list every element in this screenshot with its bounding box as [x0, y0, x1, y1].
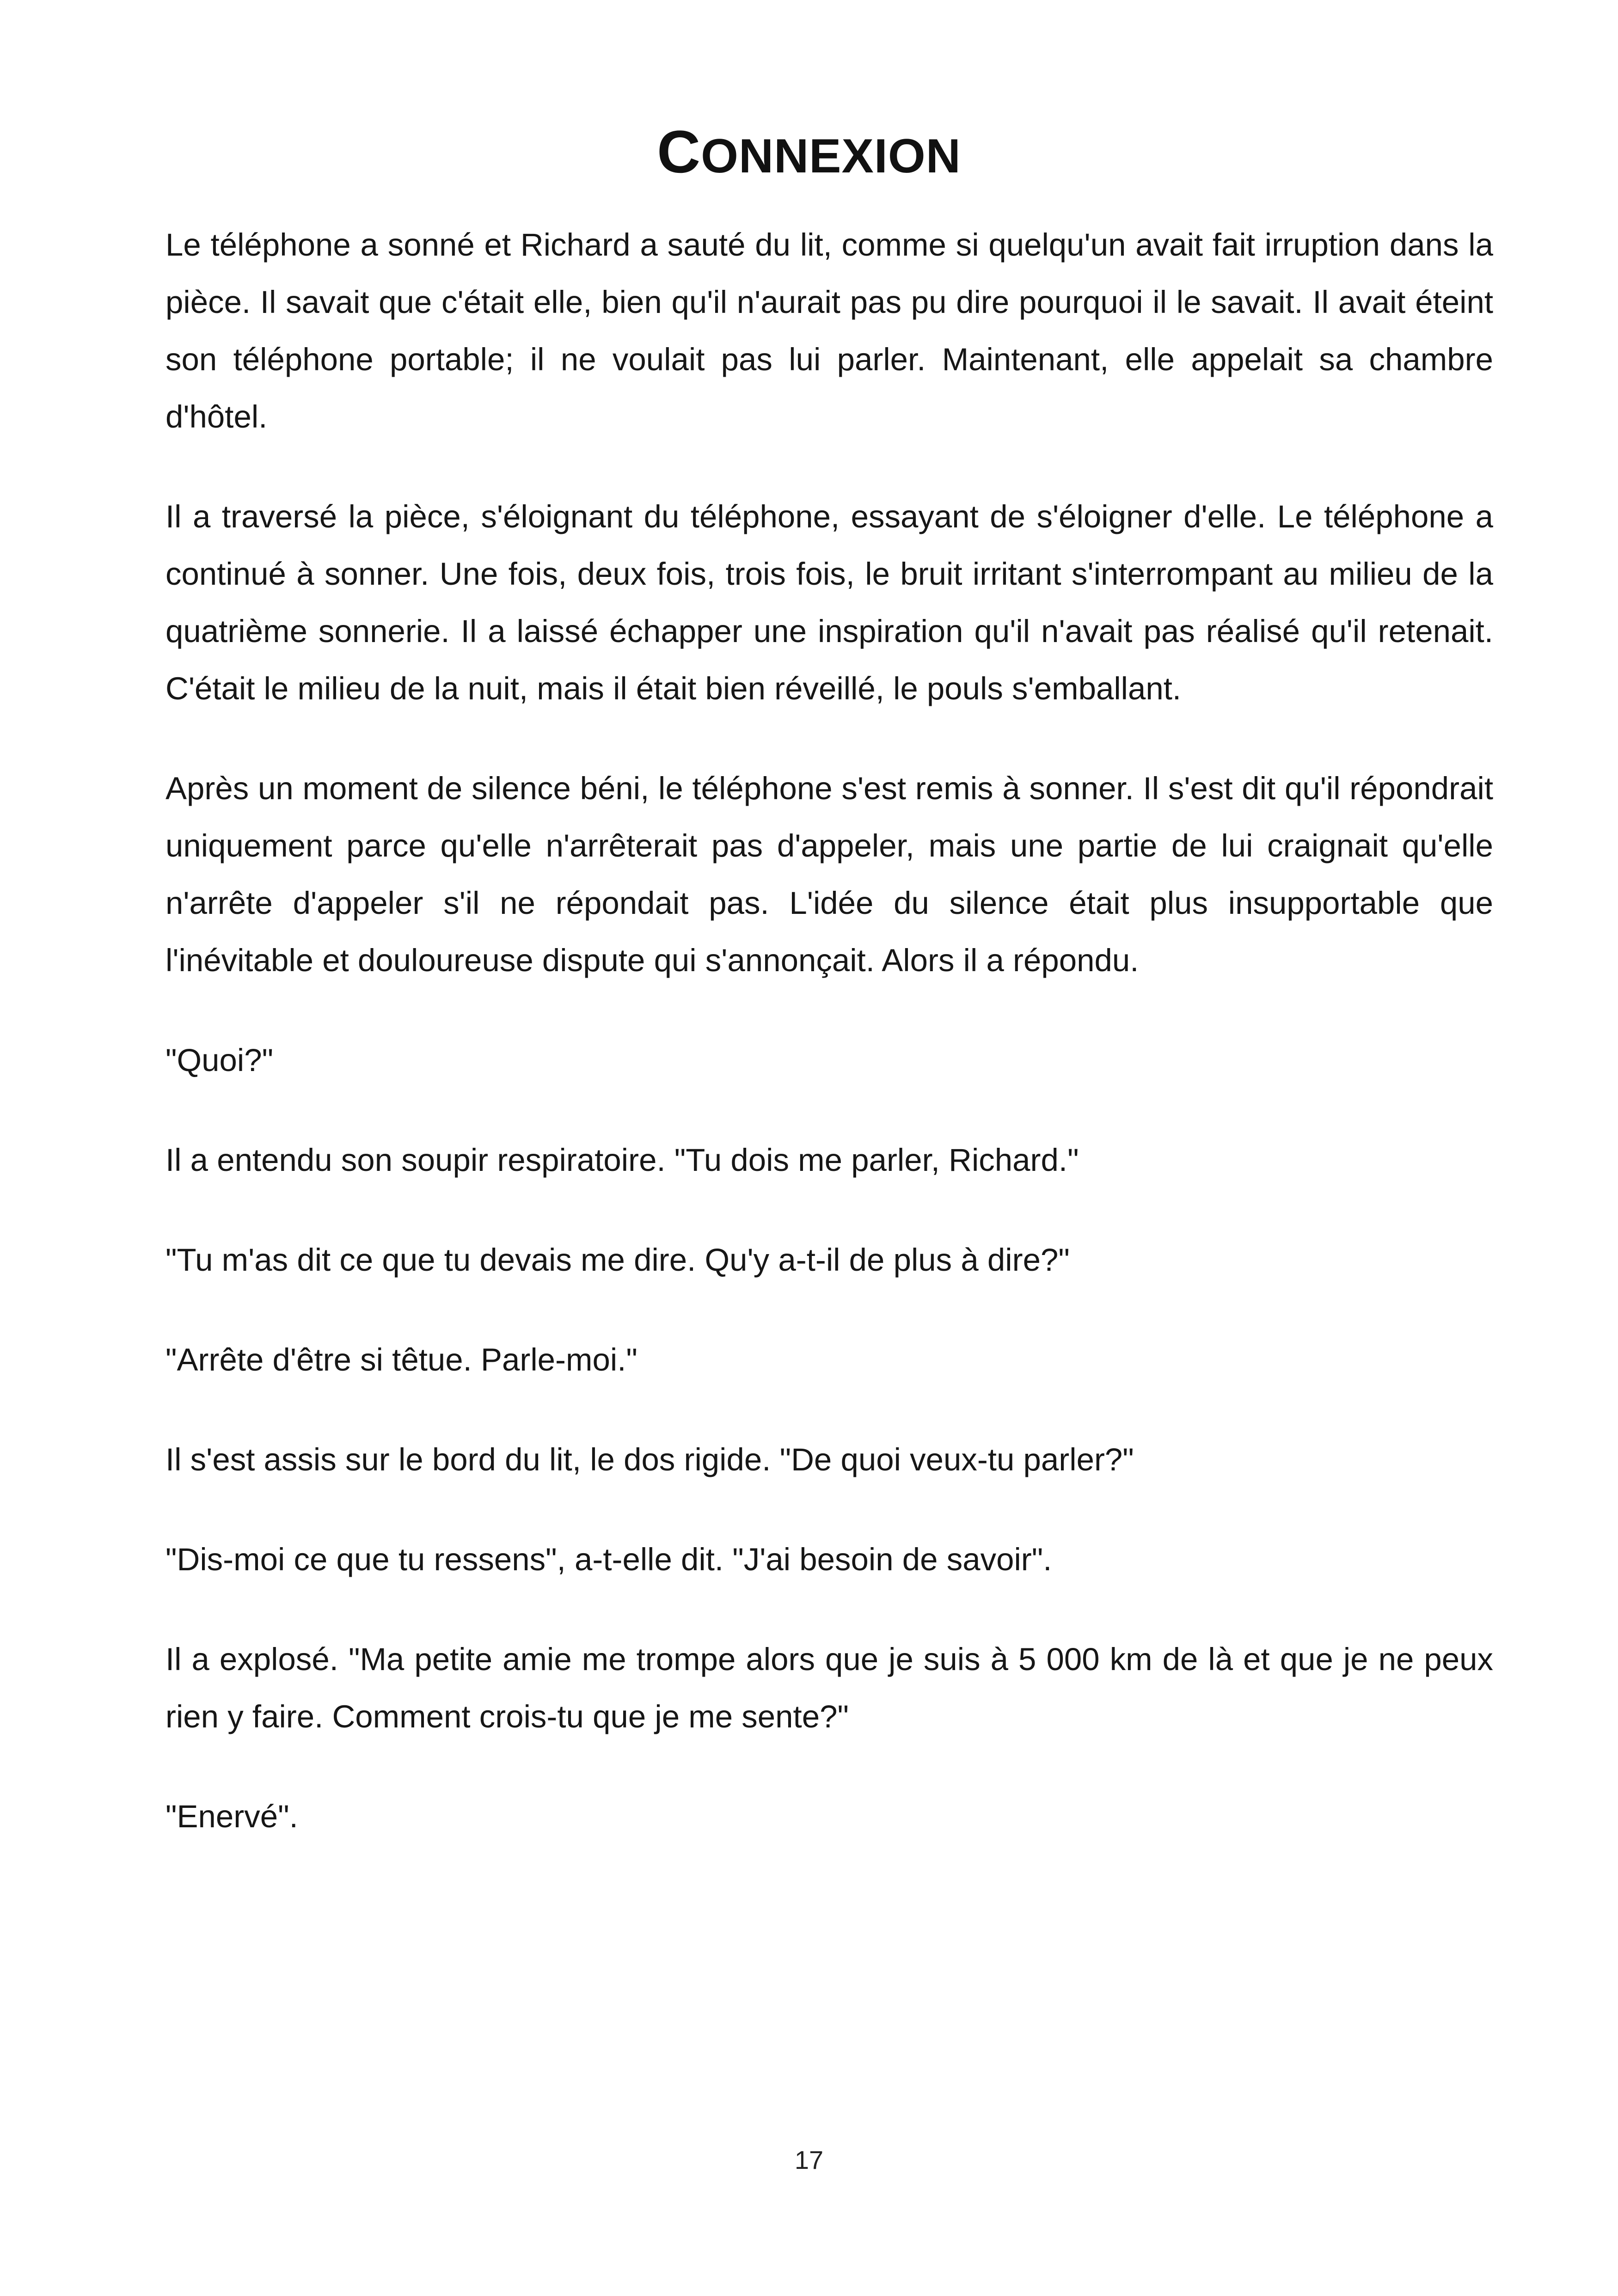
chapter-title-initial: C: [657, 118, 701, 185]
chapter-title-rest: ONNEXION: [701, 129, 961, 183]
dialogue-line: "Arrête d'être si têtue. Parle-moi.": [165, 1342, 637, 1378]
dialogue-line: "Dis-moi ce que tu ressens", a-t-elle dit. "J'ai besoin de savoir".: [165, 1542, 1052, 1577]
page-number: 17: [794, 2145, 824, 2174]
chapter-body: [165, 216, 1493, 1888]
paragraph: Après un moment de silence béni, le téléphone s'est remis à sonner. Il s'est dit qu'il répondrait uniquement parce qu'elle n'arrêterait pas d'appeler, mais une partie de lui craignait qu'elle n'arrête d'appeler s'il ne répondait pas. L'idée du silence était plus insupportable que l'inévitable et douloureuse dispute qui s'annonçait. Alors il a répondu.: [165, 771, 1493, 978]
dialogue-line: "Tu m'as dit ce que tu devais me dire. Qu'y a-t-il de plus à dire?": [165, 1242, 1070, 1278]
dialogue-line: "Enervé".: [165, 1799, 298, 1834]
paragraph: Il a traversé la pièce, s'éloignant du téléphone, essayant de s'éloigner d'elle. Le téléphone a continué à sonner. Une fois, deux fois, trois fois, le bruit irritant s'interrompant au milieu de la quatrième sonnerie. Il a laissé échapper une inspiration qu'il n'avait pas réalisé qu'il retenait. C'était le milieu de la nuit, mais il était bien réveillé, le pouls s'emballant.: [165, 499, 1493, 706]
paragraph: Il a explosé. "Ma petite amie me trompe alors que je suis à 5 000 km de là et que je ne peux rien y faire. Comment crois-tu que je me sente?": [165, 1641, 1493, 1734]
paragraph: Il a entendu son soupir respiratoire. "Tu dois me parler, Richard.": [165, 1142, 1079, 1178]
chapter-title: [0, 116, 1618, 188]
paragraph: Le téléphone a sonné et Richard a sauté du lit, comme si quelqu'un avait fait irruption dans la pièce. Il savait que c'était elle, bien qu'il n'aurait pas pu dire pourquoi il le savait. Il avait éteint son téléphone portable; il ne voulait pas lui parler. Maintenant, elle appelait sa chambre d'hôtel.: [165, 227, 1493, 435]
paragraph: Il s'est assis sur le bord du lit, le dos rigide. "De quoi veux-tu parler?": [165, 1442, 1134, 1477]
dialogue-line: "Quoi?": [165, 1042, 274, 1078]
